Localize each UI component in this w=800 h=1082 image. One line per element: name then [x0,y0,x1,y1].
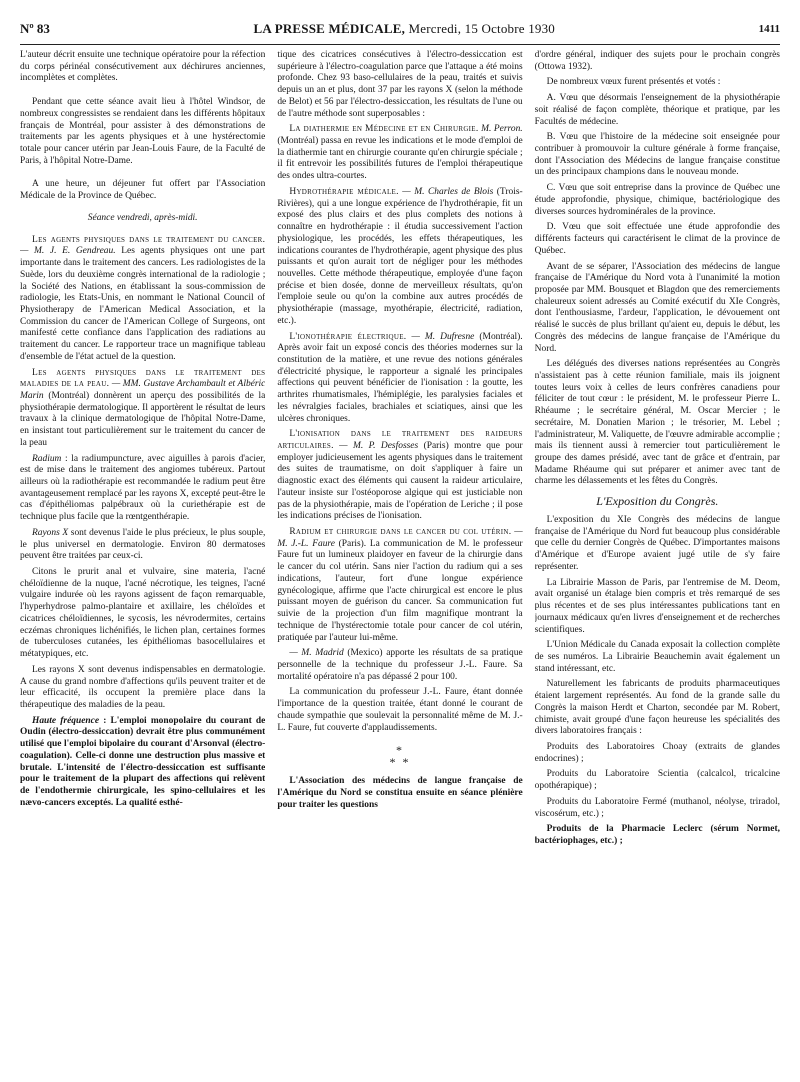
report-author: M. Perron. [478,124,523,135]
report-paragraph [277,429,522,523]
paragraph: L'Union Médicale du Canada exposait la collection complète de ses numéros. La Librairie Beauchemin avait également un stand intéressant, etc. [534,640,780,674]
report-body: (Paris). La communication de M. le professeur Faure fut un lumineux plaidoyer en faveur de la chirurgie dans le cancer du col utérin. Sans nier l'action du radium qui a ses indications, l'auteur, fort d'une longue expérience gynécologique, affirme que l'acte chirurgical est encore le plus puissant moyen de guérison du cancer. Sa communication fut suivie de la projection d'un film magnifique montrant la technique de l'hystérectomie totale pour cancer de col utérin, pratiquée par l'auteur lui-même. [277,538,523,643]
article-columns [20,50,780,1072]
paragraph: Citons le prurit anal et vulvaire, sine materia, l'acné chéloïdienne de la nuque, l'acné nécrotique, les teignes, l'acné vulgaire indurée où les rayons agissent de façon remarquable, l'hyperhydrose palmo-plantaire et axillaire, les chéloïdes et cicatrices chéloïdiennes, le sycosis, les névrodermites, certains eczémas chroniques lichénifiés, le lichen plan, certaines formes de tuberculoses cutanées, les épithéliomas basocellulaires et métatypiques, etc. [20,567,266,660]
issue-date: Mercredi, 15 Octobre 1930 [408,21,556,36]
paragraph: De nombreux vœux furent présentés et votés : [546,77,721,88]
paragraph: D. Vœu que soit effectuée une étude approfondie des différents facteurs qui caractérisent le climat de la province de Québec. [534,222,780,256]
paragraph: L'Association des médecins de langue française de l'Amérique du Nord se constitua ensuite en séance plénière pour traiter les questions [277,776,523,810]
paragraph: Les délégués des diverses nations représentées au Congrès n'assistaient pas à cette réunion familiale, mais ils joignent toutes leurs voix à celles de leurs confrères canadiens pour féliciter de tout cœur : le président, M. le professeur Pierre L. Rhéaume ; le secrétaire général, M. Oscar Mercier ; le secrétaire, M. Donatien Marion ; le trésorier, M. Lebel ; l'administrateur, M. Valiquette, de l'œuvre admirable accomplie ; mais ils tiennent aussi à remercier tout particulièrement le groupe des dames présidé, avec tant de grâce et d'entrain, par Madame Rhéaume qui sut préparer et animer avec tant de charme les délassements et les fêtes du Congrès. [534,359,780,487]
report-author: — MM. Gustave Archambault et Albéric Marin [20,379,266,401]
report-paragraph [20,368,265,450]
report-title: L'ionisation dans le traitement des raideurs articulaires. [277,429,523,451]
report-title: L'ionothérapie électrique. [289,331,407,342]
report-title: Les agents physiques dans le traitement du cancer. [32,234,266,245]
report-body: (Mexico) apporte les résultats de sa pratique personnelle de la technique du professeur J.-L. Faure. Sa mortalité opératoire n'a pas dépassé 2 pour 100. [277,648,523,682]
report-body: sont devenus l'aide le plus précieux, le plus souple, le plus universel en dermatologie. Environ 80 dermatoses peuvent être traitées par ceux-ci. [20,527,266,562]
report-paragraph [20,716,265,810]
report-author: Rayons X [32,527,69,538]
report-body: (Montréal). Après avoir fait un exposé concis des théories modernes sur la constitution de la matière, et une revue des notions générales d'électricité physique, le rapporteur a signalé les principales affections qui peuvent bénéficier de l'ionisation : la goutte, les arthrites rhumatismales, l'hémiplégie, les paralysies faciales et les névralgies faciales, brachiales et sciatiques, ainsi que les ulcères chroniques. [277,331,523,424]
report-author: — M. J. E. Gendreau. [20,246,116,257]
paragraph: tique des cicatrices consécutives à l'électro-dessiccation est supérieure à l'électro-coagulation parce que l'attaque a été moins profonde. Chez 93 baso-cellulaires de la peau, traités et suivis depuis un an et plus, dont 37 par les rayons X (selon la méthode de Belot) et 56 par l'électro-dessiccation, les résultats de l'une ou de l'autre méthode sont superposables : [277,50,523,119]
report-title: La diathermie en Médecine et en Chirurgie. [289,124,479,135]
section-heading: L'Exposition du Congrès. [596,494,719,509]
page-number: 1411 [758,23,780,35]
paragraph: Pendant que cette séance avait lieu à l'hôtel Windsor, de nombreux congressistes se rendaient dans les différents hôpitaux français de Montréal, pour assister à des démonstrations de traitements par les agents physiques et à une hystérectomie totale pour cancer utérin par Jean-Louis Faure, de la Faculté de Paris, à l'hôpital Notre-Dame. [20,97,266,166]
report-paragraph [277,648,522,683]
paragraph: Produits du Laboratoire Scientia (calcalcol, tricalcine opothérapique) ; [534,769,780,792]
paragraph: A. Vœu que désormais l'enseignement de la physiothérapie soit réalisé de façon complète, théorique et pratique, par les Facultés de médecine. [534,93,780,127]
report-title: Les agents physiques dans le traitement des maladies de la peau. [20,367,266,390]
page-header [20,14,780,45]
report-body: Les agents physiques ont une part importante dans le traitement des cancers. Les radiologistes de la Suède, lors du deuxième congrès international de la radiologie ; la Société des Nations, en établissant la sous-commission de radiologie, les Etats-Unis, en nommant le National Council of Physiotherapy de l'American Medical Association, et la Commission du cancer de l'American College of Surgeons, ont manifesté cette confiance dans l'application des radiations au traitement du cancer. Le rapporteur trace un magnifique tableau d'ensemble de l'état actuel de la question. [20,246,266,362]
paragraph: La communication du professeur J.-L. Faure, étant donnée l'importance de la question traitée, étant donné le courant de chaude sympathie que soulevait la personnalité même de M. J.-L. Faure, fut couverte d'applaudissements. [277,687,523,733]
session-heading: Séance vendredi, après-midi. [87,212,198,223]
report-body: : L'emploi monopolaire du courant de Oudin (électro-dessiccation) devrait être plus communément utilisé que l'emploi bipolaire du courant d'Arsonval (électro-coagulation). Celle-ci donne une destruction plus massive et brutale. L'intensité de l'électro-dessiccation est suffisante pour le traitement de la plupart des affections qui relèvent de l'endothermie chirurgicale, les spino-cellulaires et les nævo-cancers exceptés. La qualité esthé- [20,715,266,808]
paragraph: B. Vœu que l'histoire de la médecine soit enseignée pour contribuer à promouvoir la culture générale à forme française, dont l'Association des Médecins de langue française constitue un des principaux champions dans le nouveau monde. [534,132,780,178]
report-author: — M. Madrid [289,648,344,659]
report-author: Haute fréquence [32,715,100,726]
journal-title: LA PRESSE MÉDICALE [253,21,402,36]
report-author: Radium [32,453,62,464]
report-author: — M. J.-L. Faure [277,527,523,549]
report-body: (Montréal) passa en revue les indications et le mode d'emploi de la diathermie tant en chirurgie courante qu'en chirurgie spéciale ; il fit entrevoir les possibilités futures de l'emploi thérapeutique des ondes ultra-courtes. [277,136,523,182]
report-author: — M. Charles de Blois [398,186,494,197]
paragraph: Produits du Laboratoire Fermé (muthanol, néolyse, triradol, viscosérum, etc.) ; [534,796,780,819]
report-paragraph [20,235,265,364]
report-paragraph [277,124,522,183]
column-1 [20,50,265,1072]
paragraph: d'ordre général, indiquer des sujets pour le prochain congrès (Ottowa 1932). [534,50,780,72]
paragraph: Produits de la Pharmacie Leclerc (sérum Normet, bactériophages, etc.) ; [534,824,780,846]
paragraph: A une heure, un déjeuner fut offert par l'Association Médicale de la Province de Québec. [20,179,266,202]
paragraph: C. Vœu que soit entreprise dans la province de Québec une étude approfondie, physique, chimique, bactériologique des diverses sources hydrominérales de la province. [534,183,780,217]
report-paragraph [277,187,522,328]
report-paragraph [20,454,265,524]
report-body: : la radiumpuncture, avec aiguilles à parois d'acier, est de mise dans le traitement des angiomes tubéreux. Partout ailleurs où la radiothérapie est recommandée le radium peut être avantageusement remplacé par les rayons X, excepté peut-être le cas d'épithéliomas palpébraux où la curiethérapie est de technique plus facile que la rœntgenthérapie. [20,453,266,523]
report-body: (Trois-Rivières), qui a une longue expérience de l'hydrothérapie, fit un exposé des plus clairs et des plus complets des notions à connaître en hydrothérapie : il étudia successivement l'action physiologique, les procédés, les effets thérapeutiques, les indications courantes de l'hydrothérapie, agent physique des plus puissants et qu'on aurait tort de négliger pour les méthodes nouvelles. Cette méthode thérapeutique, employée d'une façon précise et bien dosée, donne de merveilleux résultats, qu'on l'emploie seule ou qu'on la combine aux autres procédés de physiothérapie (massage, myothérapie, électricité, radiation, etc.). [277,186,523,326]
report-paragraph [20,528,265,563]
paragraph: Les rayons X sont devenus indispensables en dermatologie. A cause du grand nombre d'affections qu'ils peuvent traiter et de leur efficacité, ils occupent la première place dans la thérapeutique des maladies de la peau. [20,664,266,710]
paragraph-gap [20,89,265,97]
paragraph: L'auteur décrit ensuite une technique opératoire pour la réfection du corps périnéal consécutivement aux déchirures anciennes, incomplètes et complètes. [20,50,266,84]
column-3 [535,50,780,1072]
paragraph: Avant de se séparer, l'Association des médecins de langue française de l'Amérique du Nord vota à l'unanimité la motion proposée par MM. Bousquet et Blagdon que des remerciements chaleureux soient adressés au Comité exécutif du XIe Congrès, dont l'enthousiasme, l'ardeur, l'application, le dévouement ont réalisé le succès de plus brillant qu'aient eu, depuis le début, les Congrès des médecins de langue française de l'Amérique du Nord. [534,261,780,354]
paragraph: La Librairie Masson de Paris, par l'entremise de M. Deom, avait organisé un étalage bien compris et très remarqué de ses plus récentes et de ses plus intéressantes publications tant en journaux médicaux qu'en livres d'enseignement et de recherches scientifiques. [534,577,780,635]
issue-number: Nº 83 [20,21,50,36]
report-title: Hydrothérapie médicale. [289,186,399,197]
report-body: (Montréal) donnèrent un aperçu des possibilités de la physiothérapie dermatologique. Il apportèrent le résultat de leurs travaux à la clinique dermatologique de l'hôpital Notre-Dame, en insistant tout particulièrement sur le traitement du cancer de la peau [20,390,266,448]
report-body: (Paris) montre que pour employer judicieusement les agents physiques dans le traitement des suites de traumatisme, on doit s'appliquer à faire un diagnostic exact des éléments qui causent la raideur articulaire, l'auteur insiste sur l'ostéoporose algique qui est justiciable non pas de la physiothérapie, mais de l'opération de Leriche ; il pose les indications précises de l'ionisation. [277,441,523,522]
paragraph: Naturellement les fabricants de produits pharmaceutiques étaient largement représentés. Au fond de la grande salle du Congrès la maison Herdt et Charton, secondée par M. Robert, chimiste, avait groupé d'une façon heureuse les spécialités des divers laboratoires français : [534,679,780,737]
report-paragraph [277,527,522,644]
report-author: — M. P. Desfosses [333,441,419,451]
section-separator: * * * [389,743,411,770]
paragraph: L'exposition du XIe Congrès des médecins de langue française de l'Amérique du Nord fut beaucoup plus considérable que celle du dernier Congrès de Québec. D'importantes maisons d'Amérique et d'Europe avaient jugé utile de s'y faire représenter. [534,515,780,572]
paragraph: Produits des Laboratoires Choay (extraits de glandes endocrines) ; [534,741,780,764]
report-author: — M. Dufresne [406,331,475,342]
journal-line: LA PRESSE MÉDICALE, Mercredi, 15 Octobre 1930 [253,21,556,36]
report-title: Radium et chirurgie dans le cancer du col utérin. [289,527,512,538]
column-2 [277,50,522,1072]
report-paragraph [277,332,522,426]
